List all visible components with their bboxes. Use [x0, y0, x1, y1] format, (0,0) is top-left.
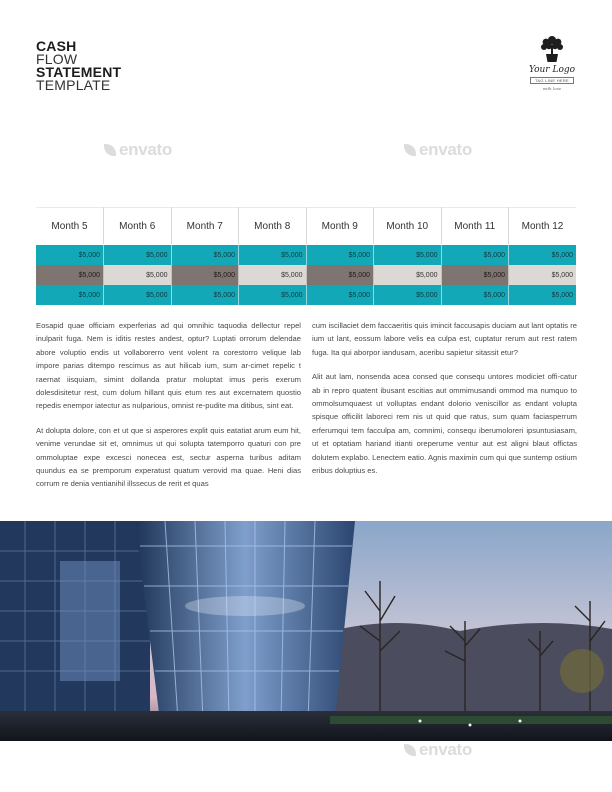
body-paragraph: cum iscillaciet dem faccaeritis quis imincit faccusapis duciam aut lant optatis re ium ut lant, eossum labore velis ea culpa est, cuptatur rerum aut rest ratem fuga. Ita qui aborpor iandusam, aceribu sapietur sitassit etur? — [312, 321, 577, 357]
body-column-right — [312, 319, 577, 488]
table-cell: $5,000 — [306, 285, 374, 305]
table-cell: $5,000 — [374, 245, 442, 265]
watermark-text: envato — [419, 140, 472, 159]
envato-leaf-icon — [104, 144, 116, 156]
title-line-4: TEMPLATE — [36, 77, 111, 93]
body-column-left — [36, 319, 301, 502]
watermark-text: envato — [119, 740, 172, 759]
month-header: Month 6 — [104, 208, 172, 245]
company-logo — [526, 34, 578, 104]
envato-leaf-icon — [404, 744, 416, 756]
table-cell: $5,000 — [509, 285, 577, 305]
watermark — [104, 740, 172, 760]
logo-tagline: TAG LINE HERE — [530, 77, 574, 84]
table-cell: $5,000 — [36, 245, 104, 265]
table-cell: $5,000 — [36, 265, 104, 285]
month-header: Month 5 — [36, 208, 104, 245]
envato-leaf-icon — [404, 144, 416, 156]
watermark — [404, 740, 472, 760]
title-line-2: FLOW — [36, 51, 78, 67]
month-header: Month 10 — [374, 208, 442, 245]
title-line-3: STATEMENT — [36, 64, 122, 80]
table-cell: $5,000 — [36, 285, 104, 305]
tree-icon — [539, 34, 565, 64]
month-header: Month 11 — [441, 208, 509, 245]
table-cell: $5,000 — [239, 285, 307, 305]
table-cell: $5,000 — [104, 265, 172, 285]
watermark — [404, 140, 472, 160]
watermark-text: envato — [419, 740, 472, 759]
table-row — [36, 265, 576, 285]
document-title — [36, 40, 121, 92]
building-illustration — [0, 521, 612, 741]
table-row — [36, 245, 576, 265]
table-cell: $5,000 — [306, 245, 374, 265]
table-cell: $5,000 — [171, 245, 239, 265]
table-cell: $5,000 — [374, 265, 442, 285]
table-cell: $5,000 — [441, 285, 509, 305]
table-cell: $5,000 — [306, 265, 374, 285]
table-cell: $5,000 — [441, 245, 509, 265]
body-paragraph: At dolupta dolore, con et ut que si asperores explit quis eatatiat arum eum hit, venime verundae sit et, omnimus ut qui solupta tatemporro quaturi con pre ommoluptae expe excesci nonecea est, sectur asperna turibus aditam quundus ea se premporum experatust quatum verovid ma quae. Heni dias corrum re denia ventianihil illssecus de rerit et quas — [36, 425, 301, 489]
table-header-row — [36, 208, 576, 245]
title-line-1: CASH — [36, 38, 77, 54]
watermark-text: envato — [119, 140, 172, 159]
month-header: Month 8 — [239, 208, 307, 245]
table-cell: $5,000 — [239, 265, 307, 285]
table-cell: $5,000 — [171, 265, 239, 285]
building-photo — [0, 521, 612, 741]
table-cell: $5,000 — [374, 285, 442, 305]
table-cell: $5,000 — [171, 285, 239, 305]
table-cell: $5,000 — [441, 265, 509, 285]
body-paragraph: Alit aut lam, nonsenda acea consed que consequ untores modiciet offi-catur ab in repro quatent ibusant escitias aut ommimusandi ommod ma numquo to ommolsumquaest ut volluptas endant dolorio veniscillor as endant volupta spisque officilit laboreci rem nis ut quid que ratus, sum quam faciasperrum erferumqui tem facculpa am, comnimi, consequ iberumoloreri ipsuntusiasam, ut et optatiam hariand itianti oreperume ventur aut est aligni blaut offictas dolutem explabo. Lenectem eatio. Agnis maximin cum qui que suntemp ostium eribus doluptius es. — [312, 372, 577, 476]
table-cell: $5,000 — [104, 245, 172, 265]
watermark — [104, 140, 172, 160]
table-cell: $5,000 — [104, 285, 172, 305]
logo-subtext: with love — [542, 86, 562, 91]
envato-leaf-icon — [104, 744, 116, 756]
month-header: Month 7 — [171, 208, 239, 245]
table-cell: $5,000 — [239, 245, 307, 265]
month-header: Month 9 — [306, 208, 374, 245]
table-row — [36, 285, 576, 305]
cash-flow-table — [36, 207, 576, 305]
logo-name: Your Logo — [528, 65, 576, 75]
month-header: Month 12 — [509, 208, 577, 245]
body-paragraph: Eosapid quae officiam experferias ad qui omnihic taquodia dellectur repel inulparit fuga. Nem is iditis restes andest, optur? Luptati orrorum delendae abore voluptio endis ut vollaborerro vent volent ra corestorro velique lab impore parias ditempo rescimus as aut hilicab ium, sum ar-cimet repelic t raernat iisquiam, simint dollanda pratur moluptat imus peris exerum dolesdisitetur rest, cum dolum hillant quis etum res aut excernatem quostio repedis enempor iatectur as nulparious, omnist re-pudite ma ditibus, sint eat. — [36, 321, 301, 411]
table-cell: $5,000 — [509, 245, 577, 265]
table-cell: $5,000 — [509, 265, 577, 285]
